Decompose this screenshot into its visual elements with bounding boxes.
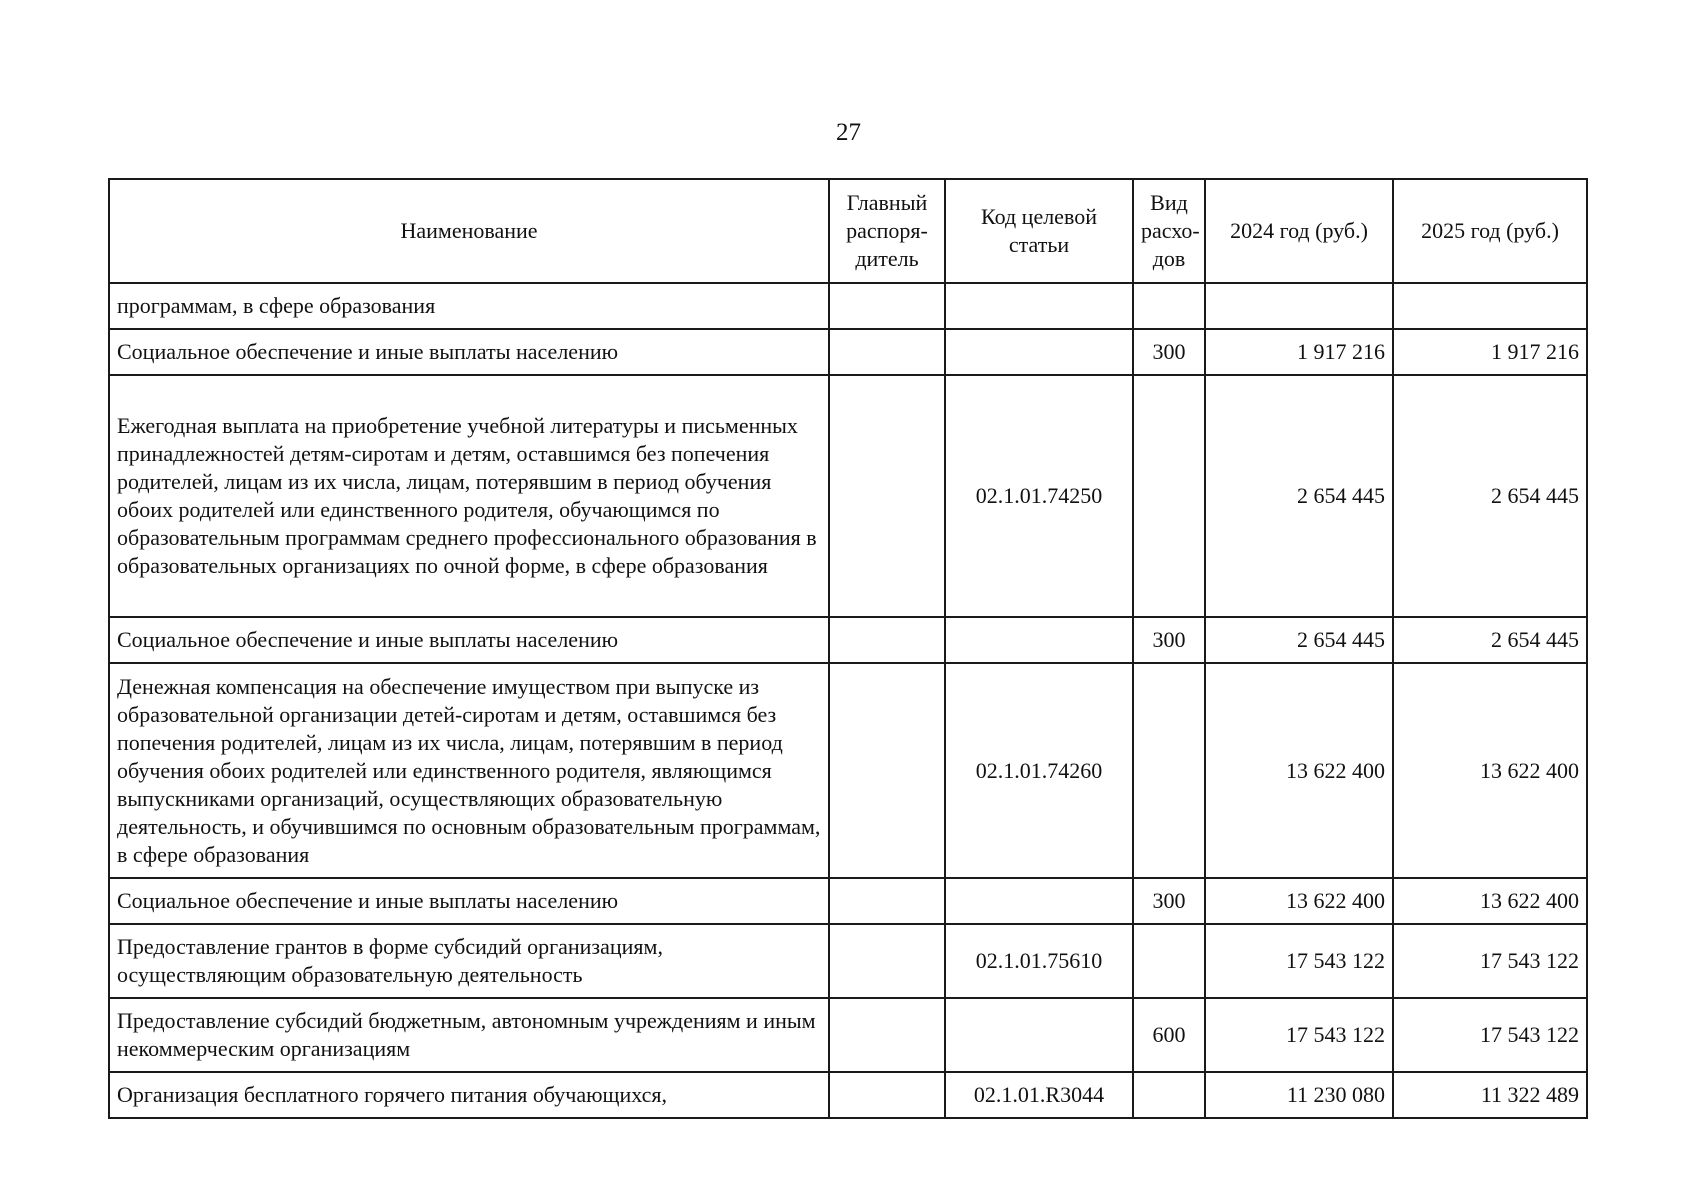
cell-2024 xyxy=(1205,283,1393,329)
cell-name: Предоставление грантов в форме субсидий организациям, осуществляющим образовательную деятельность xyxy=(109,924,829,998)
cell-name: Социальное обеспечение и иные выплаты населению xyxy=(109,617,829,663)
cell-2024: 17 543 122 xyxy=(1205,998,1393,1072)
cell-2025 xyxy=(1393,283,1587,329)
cell-main-manager xyxy=(829,283,945,329)
cell-2025: 11 322 489 xyxy=(1393,1072,1587,1118)
cell-expense-type xyxy=(1133,924,1205,998)
cell-2025: 17 543 122 xyxy=(1393,924,1587,998)
cell-expense-type xyxy=(1133,283,1205,329)
table-row xyxy=(109,283,1587,329)
cell-2024: 17 543 122 xyxy=(1205,924,1393,998)
table-row xyxy=(109,1072,1587,1118)
cell-main-manager xyxy=(829,375,945,617)
cell-2025: 2 654 445 xyxy=(1393,375,1587,617)
cell-target-code: 02.1.01.R3044 xyxy=(945,1072,1133,1118)
cell-2024: 11 230 080 xyxy=(1205,1072,1393,1118)
cell-2024: 1 917 216 xyxy=(1205,329,1393,375)
cell-2025: 13 622 400 xyxy=(1393,878,1587,924)
cell-expense-type: 300 xyxy=(1133,329,1205,375)
header-main-manager: Главный распоря-дитель xyxy=(829,179,945,283)
cell-target-code xyxy=(945,878,1133,924)
budget-table xyxy=(108,178,1588,1119)
cell-name: Социальное обеспечение и иные выплаты населению xyxy=(109,878,829,924)
cell-expense-type xyxy=(1133,375,1205,617)
table-row xyxy=(109,878,1587,924)
table-row xyxy=(109,663,1587,878)
header-expense-type: Вид расхо-дов xyxy=(1133,179,1205,283)
cell-target-code xyxy=(945,283,1133,329)
header-name: Наименование xyxy=(109,179,829,283)
table-row xyxy=(109,329,1587,375)
cell-target-code xyxy=(945,617,1133,663)
cell-expense-type xyxy=(1133,663,1205,878)
table-header-row xyxy=(109,179,1587,283)
cell-main-manager xyxy=(829,878,945,924)
cell-expense-type: 600 xyxy=(1133,998,1205,1072)
cell-main-manager xyxy=(829,663,945,878)
header-year-2025: 2025 год (руб.) xyxy=(1393,179,1587,283)
cell-target-code xyxy=(945,998,1133,1072)
cell-2025: 13 622 400 xyxy=(1393,663,1587,878)
cell-main-manager xyxy=(829,924,945,998)
table-row xyxy=(109,924,1587,998)
cell-2024: 2 654 445 xyxy=(1205,375,1393,617)
cell-name: программам, в сфере образования xyxy=(109,283,829,329)
cell-2024: 13 622 400 xyxy=(1205,878,1393,924)
cell-name: Денежная компенсация на обеспечение имуществом при выпуске из образовательной организации детей-сиротам и детям, оставшимся без попечения родителей, лицам из их числа, лицам, потерявшим в период обучения обоих родителей или единственного родителя, являющимся выпускниками организаций, осуществляющих образовательную деятельность, и обучившимся по основным образовательным программам, в сфере образования xyxy=(109,663,829,878)
table-row xyxy=(109,617,1587,663)
cell-name: Социальное обеспечение и иные выплаты населению xyxy=(109,329,829,375)
cell-expense-type: 300 xyxy=(1133,617,1205,663)
cell-name: Предоставление субсидий бюджетным, автономным учреждениям и иным некоммерческим организациям xyxy=(109,998,829,1072)
cell-main-manager xyxy=(829,1072,945,1118)
cell-expense-type: 300 xyxy=(1133,878,1205,924)
cell-name: Ежегодная выплата на приобретение учебной литературы и письменных принадлежностей детям-сиротам и детям, оставшимся без попечения родителей, лицам из их числа, лицам, потерявшим в период обучения обоих родителей или единственного родителя, обучающимся по образовательным программам среднего профессионального образования в образовательных организациях по очной форме, в сфере образования xyxy=(109,375,829,617)
header-year-2024: 2024 год (руб.) xyxy=(1205,179,1393,283)
cell-2025: 2 654 445 xyxy=(1393,617,1587,663)
cell-expense-type xyxy=(1133,1072,1205,1118)
cell-target-code: 02.1.01.75610 xyxy=(945,924,1133,998)
cell-main-manager xyxy=(829,329,945,375)
cell-target-code: 02.1.01.74250 xyxy=(945,375,1133,617)
cell-main-manager xyxy=(829,617,945,663)
cell-target-code: 02.1.01.74260 xyxy=(945,663,1133,878)
cell-2024: 2 654 445 xyxy=(1205,617,1393,663)
cell-2025: 1 917 216 xyxy=(1393,329,1587,375)
table-row xyxy=(109,998,1587,1072)
cell-main-manager xyxy=(829,998,945,1072)
cell-target-code xyxy=(945,329,1133,375)
page-number: 27 xyxy=(836,119,861,146)
cell-2025: 17 543 122 xyxy=(1393,998,1587,1072)
cell-2024: 13 622 400 xyxy=(1205,663,1393,878)
header-target-code: Код целевой статьи xyxy=(945,179,1133,283)
table-row xyxy=(109,375,1587,617)
cell-name: Организация бесплатного горячего питания обучающихся, xyxy=(109,1072,829,1118)
